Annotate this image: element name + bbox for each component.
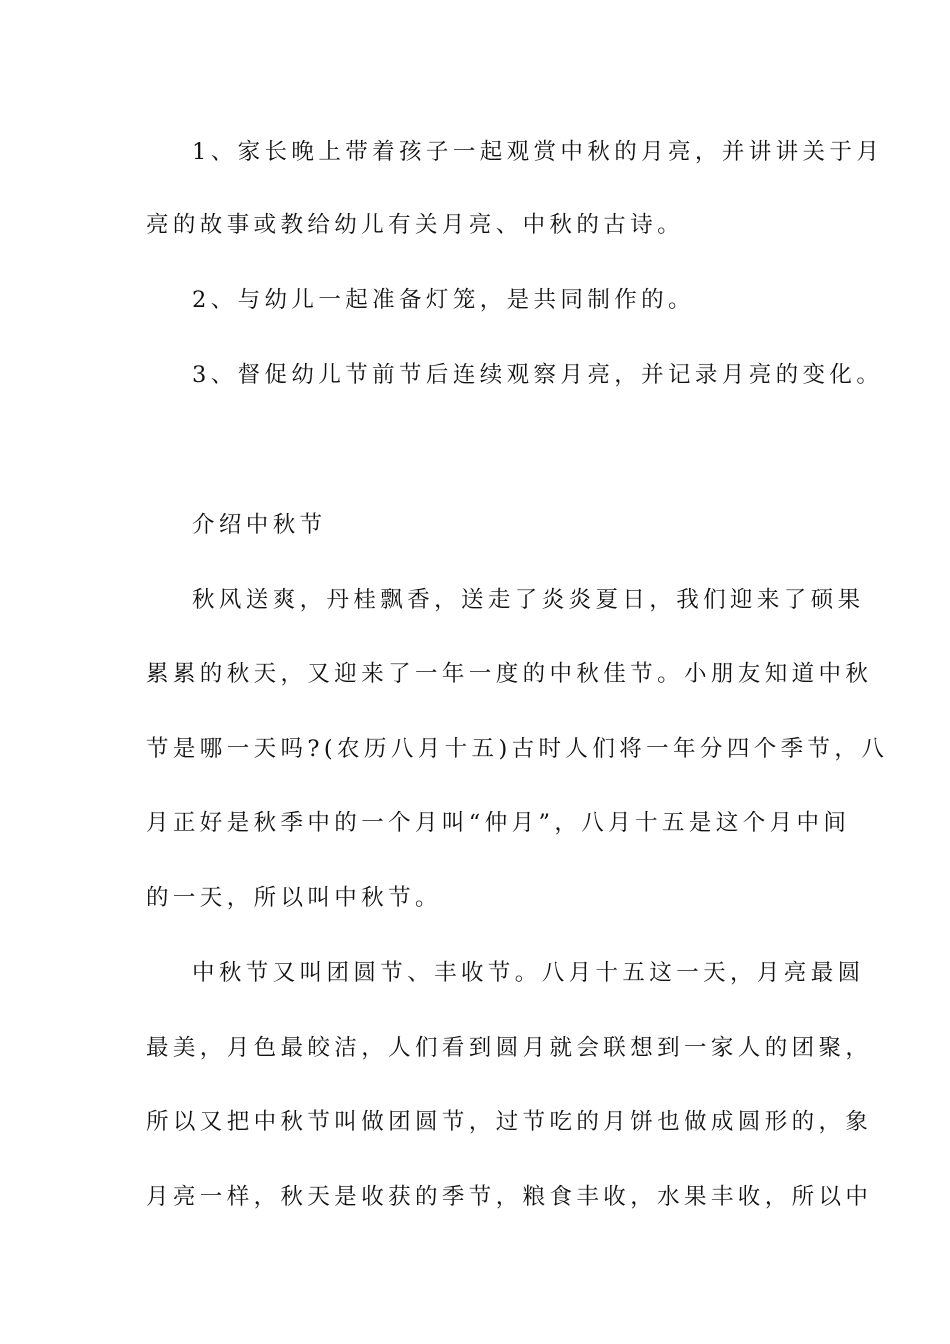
section-heading: 介绍中秋节 xyxy=(192,512,327,538)
text-line: 3、督促幼儿节前节后连续观察月亮，并记录月亮的变化。 xyxy=(192,362,884,388)
text-line: 累累的秋天，又迎来了一年一度的中秋佳节。小朋友知道中秋 xyxy=(146,661,873,687)
text-line: 秋风送爽，丹桂飘香，送走了炎炎夏日，我们迎来了硕果 xyxy=(192,587,865,613)
text-line: 中秋节又叫团圆节、丰收节。八月十五这一天，月亮最圆 xyxy=(192,960,865,986)
text-line: 月正好是秋季中的一个月叫“仲月”，八月十五是这个月中间 xyxy=(146,810,851,836)
text-line: 1、家长晚上带着孩子一起观赏中秋的月亮，并讲讲关于月 xyxy=(192,139,884,165)
text-line: 的一天，所以叫中秋节。 xyxy=(146,885,442,911)
text-line: 所以又把中秋节叫做团圆节，过节吃的月饼也做成圆形的，象 xyxy=(146,1109,873,1135)
text-line: 月亮一样，秋天是收获的季节，粮食丰收，水果丰收，所以中 xyxy=(146,1184,873,1210)
text-line: 节是哪一天吗?(农历八月十五)古时人们将一年分四个季节，八 xyxy=(146,736,889,762)
text-line: 最美，月色最皎洁，人们看到圆月就会联想到一家人的团聚， xyxy=(146,1035,873,1061)
text-line: 亮的故事或教给幼儿有关月亮、中秋的古诗。 xyxy=(146,212,685,238)
text-line: 2、与幼儿一起准备灯笼，是共同制作的。 xyxy=(192,287,695,313)
